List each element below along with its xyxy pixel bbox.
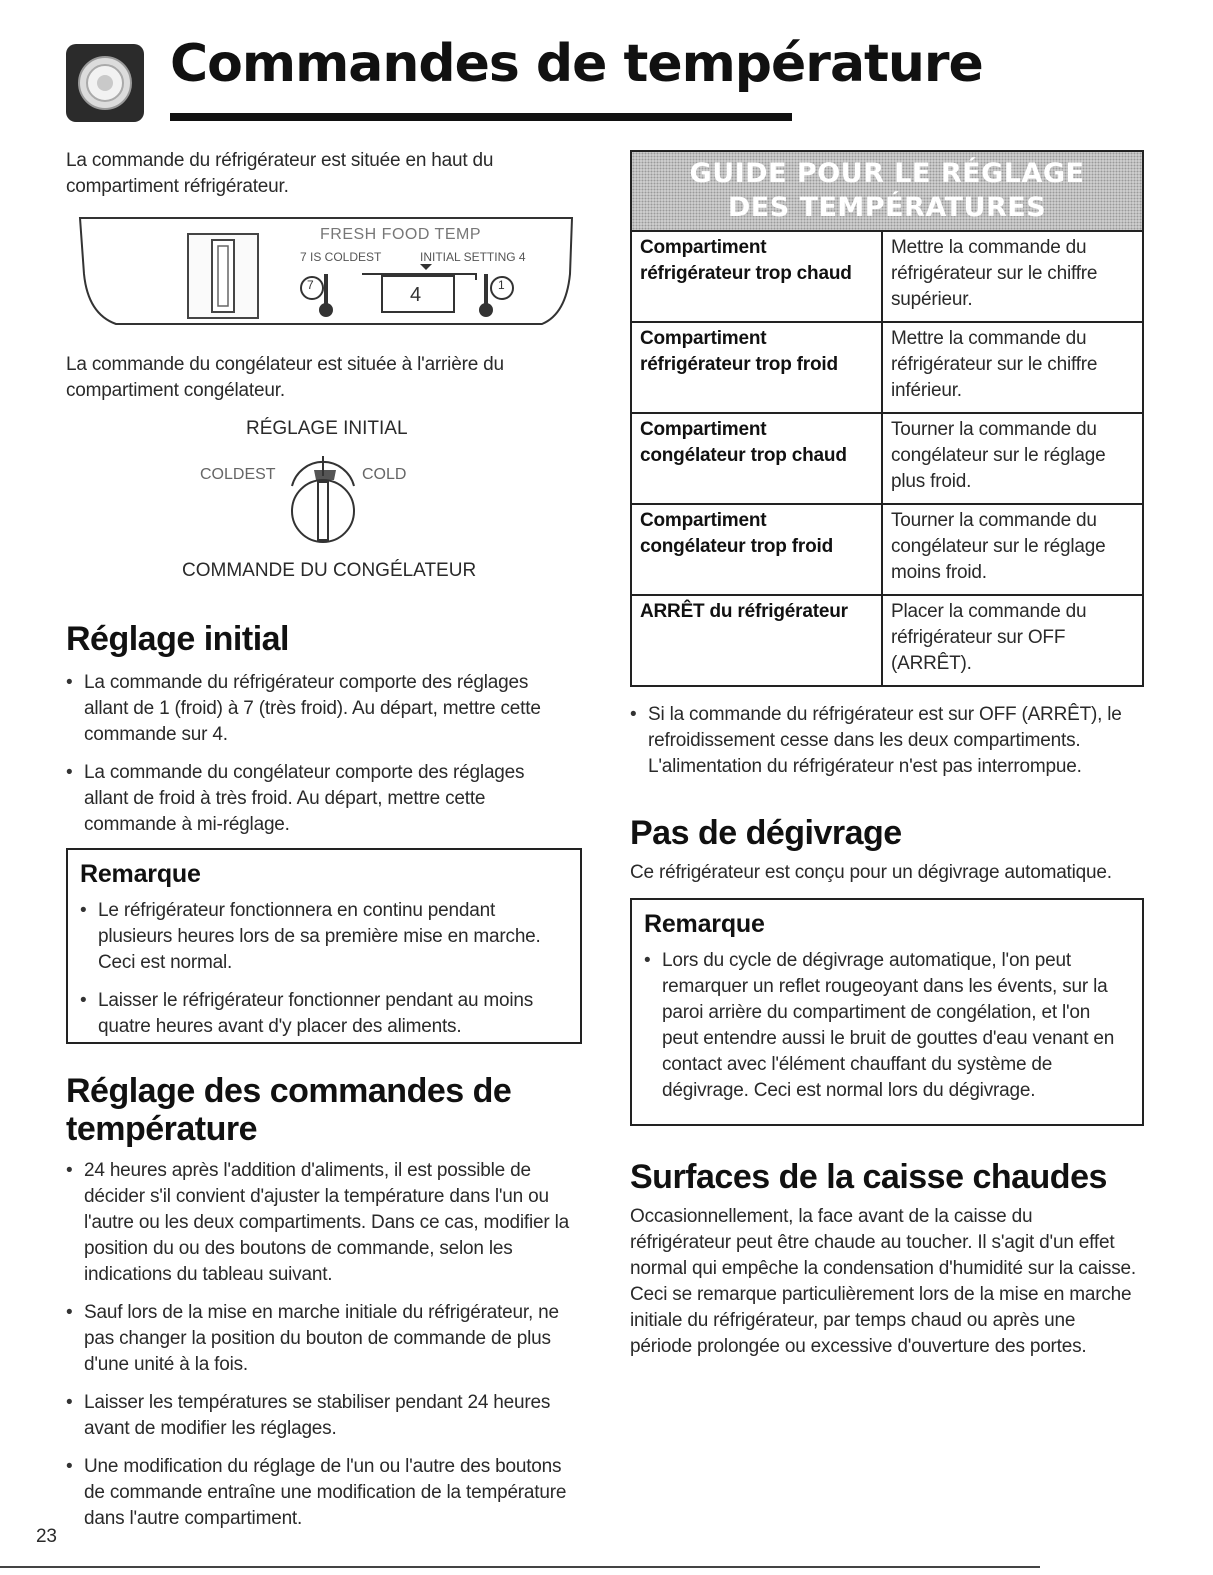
thermostat-dial-icon [66, 44, 144, 122]
initial-setting-label: INITIAL SETTING 4 [420, 250, 526, 264]
freezer-control-location-text: La commande du congélateur est située à l'arrière du compartiment congélateur. [66, 354, 504, 401]
guide-title-line: GUIDE POUR LE RÉGLAGE [689, 158, 1085, 189]
degivrage-heading: Pas de dégivrage [630, 814, 902, 852]
fresh-food-temp-label: FRESH FOOD TEMP [320, 226, 481, 243]
coldest-label: 7 IS COLDEST [300, 250, 382, 264]
freezer-control-caption: COMMANDE DU CONGÉLATEUR [182, 560, 477, 581]
heading-line: température [66, 1110, 258, 1148]
right-bulb-number: 1 [498, 278, 505, 292]
list-item: • Si la commande du réfrigérateur est sur OFF (ARRÊT), le refroidissement cesse dans les deux compartiments. L'alimentation du réfrigérateur n'est pas interrompue. [630, 702, 1130, 780]
reglage-commandes-heading [66, 1072, 511, 1148]
title-underline [170, 113, 792, 121]
list-item: • Sauf lors de la mise en marche initiale du réfrigérateur, ne pas changer la position du bouton de commande de plus d'une unité à la fois. [66, 1300, 586, 1378]
remarque-box [66, 848, 582, 1044]
guide-note-list [630, 702, 1130, 792]
problem-cell: Compartiment réfrigérateur trop froid [631, 322, 882, 413]
list-item: • La commande du congélateur comporte des réglages allant de froid à très froid. Au départ, mettre cette commande à mi-réglage. [66, 760, 566, 838]
remarque-list [644, 948, 1130, 1104]
heading-line: Réglage des commandes de [66, 1072, 512, 1110]
action-cell: Mettre la commande du réfrigérateur sur le chiffre inférieur. [882, 322, 1143, 413]
action-cell: Tourner la commande du congélateur sur le réglage moins froid. [882, 504, 1143, 595]
action-cell: Mettre la commande du réfrigérateur sur le chiffre supérieur. [882, 231, 1143, 322]
list-item: • 24 heures après l'addition d'aliments, il est possible de décider s'il convient d'ajuster la température dans l'un ou l'autre ou les deux compartiments. Dans ce cas, modifier la position du ou des boutons de commande, selon les indications du tableau suivant. [66, 1158, 586, 1288]
temperature-guide [630, 150, 1144, 687]
problem-cell: Compartiment congélateur trop froid [631, 504, 882, 595]
guide-header [630, 150, 1144, 230]
freezer-dial [278, 446, 368, 546]
remarque-box [630, 898, 1144, 1126]
surfaces-text: Occasionnellement, la face avant de la caisse du réfrigérateur peut être chaude au toucher. Il s'agit d'un effet normal qui empêche la condensation d'humidité sur la caisse. Ceci se remarque particulièrement lors de la mise en marche initiale du réfrigérateur, par temps chaud ou après une période prolongée ou excessive d'ouverture des portes. [630, 1206, 1136, 1357]
table-row [631, 231, 1143, 322]
list-item: • Le réfrigérateur fonctionnera en continu pendant plusieurs heures lors de sa première mise en marche. Ceci est normal. [80, 898, 568, 976]
left-bulb-number: 7 [307, 278, 314, 292]
remarque-list [80, 898, 568, 1040]
fridge-dial-value: 4 [410, 284, 422, 306]
surfaces-heading: Surfaces de la caisse chaudes [630, 1158, 1107, 1196]
list-item: • Laisser le réfrigérateur fonctionner pendant au moins quatre heures avant d'y placer des aliments. [80, 988, 568, 1040]
freezer-coldest-label: COLDEST [200, 466, 276, 483]
freezer-initial-setting-label: RÉGLAGE INITIAL [246, 418, 408, 439]
list-item: • Une modification du réglage de l'un ou l'autre des boutons de commande entraîne une modification de la température dans l'autre compartiment. [66, 1454, 586, 1532]
table-row [631, 322, 1143, 413]
table-row [631, 413, 1143, 504]
footer-rule [0, 1566, 1040, 1568]
remarque-title: Remarque [80, 860, 201, 888]
freezer-cold-label: COLD [362, 466, 407, 483]
problem-cell: Compartiment réfrigérateur trop chaud [631, 231, 882, 322]
problem-cell: ARRÊT du réfrigérateur [631, 595, 882, 686]
fresh-food-control-panel [76, 214, 576, 330]
reglage-commandes-list [66, 1158, 586, 1544]
table-row [631, 595, 1143, 686]
list-item: • Lors du cycle de dégivrage automatique, l'on peut remarquer un reflet rougeoyant dans les évents, sur la paroi arrière du compartiment de congélation, et l'on peut entendre aussi le bruit de gouttes d'eau venant en contact avec l'élément chauffant du système de dégivrage. Ceci est normal lors du dégivrage. [644, 948, 1130, 1104]
list-item: • La commande du réfrigérateur comporte des réglages allant de 1 (froid) à 7 (très froid). Au départ, mettre cette commande sur 4. [66, 670, 566, 748]
degivrage-text: Ce réfrigérateur est conçu pour un dégivrage automatique. [630, 862, 1112, 883]
reglage-initial-heading: Réglage initial [66, 620, 289, 658]
action-cell: Tourner la commande du congélateur sur le réglage plus froid. [882, 413, 1143, 504]
page-title: Commandes de température [170, 34, 983, 94]
problem-cell: Compartiment congélateur trop chaud [631, 413, 882, 504]
table-row [631, 504, 1143, 595]
guide-title-line: DES TEMPÉRATURES [727, 192, 1047, 223]
reglage-initial-list [66, 670, 566, 850]
page-number: 23 [36, 1526, 57, 1547]
remarque-title: Remarque [644, 910, 765, 938]
list-item: • Laisser les températures se stabiliser pendant 24 heures avant de modifier les réglages. [66, 1390, 586, 1442]
section-icon [66, 44, 144, 122]
action-cell: Placer la commande du réfrigérateur sur OFF (ARRÊT). [882, 595, 1143, 686]
fridge-control-location-text: La commande du réfrigérateur est située en haut du compartiment réfrigérateur. [66, 150, 494, 197]
guide-table [630, 230, 1144, 687]
